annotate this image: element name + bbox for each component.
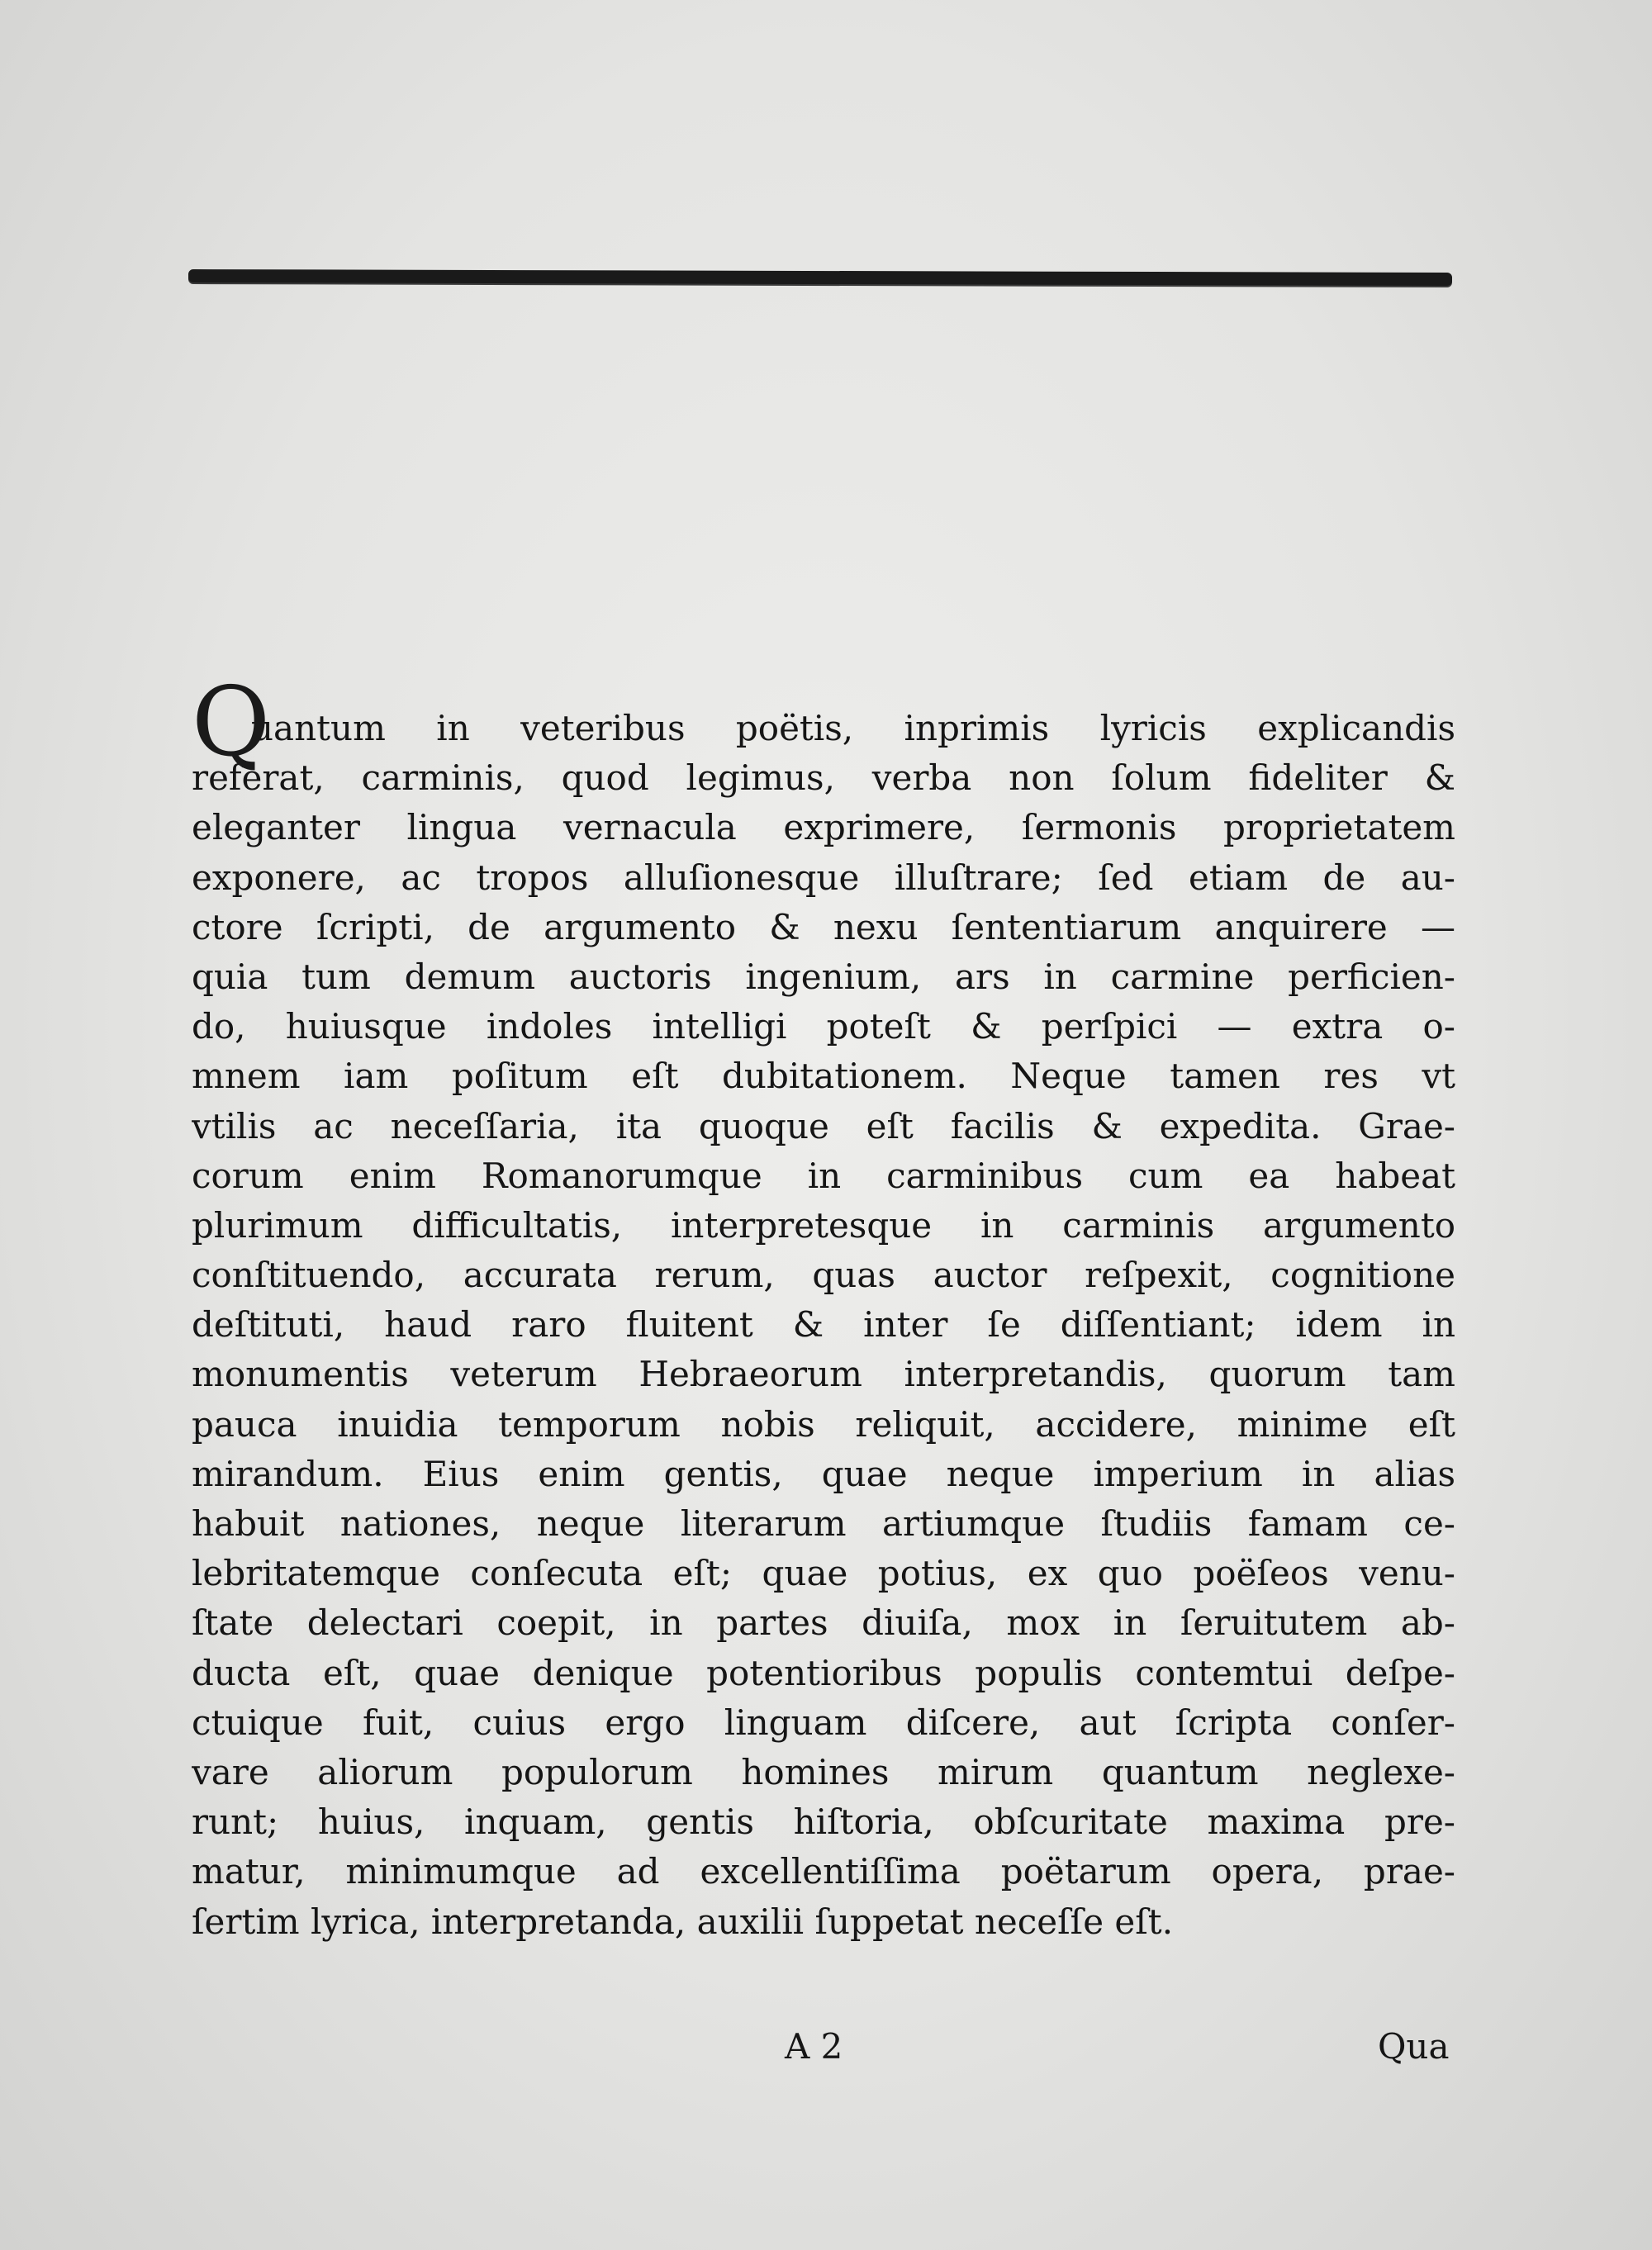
- text-line: lebritatemque conſecuta eſt; quae potius, ex quo poëſeos venu-: [192, 1553, 1455, 1594]
- text-line: runt; huius, inquam, gentis hiſtoria, obſcuritate maxima pre-: [192, 1801, 1455, 1843]
- text-line: eleganter lingua vernacula exprimere, ſermonis proprietatem: [192, 807, 1455, 848]
- text-line: pauca inuidia temporum nobis reliquit, accidere, minime eſt: [192, 1403, 1455, 1445]
- text-line: habuit nationes, neque literarum artiumque ſtudiis famam ce-: [192, 1503, 1455, 1544]
- drop-cap: Q: [192, 667, 271, 779]
- text-line: plurimum difficultatis, interpretesque in carminis argumento: [192, 1204, 1455, 1246]
- text-line: corum enim Romanorumque in carminibus cum ea habeat: [192, 1155, 1455, 1196]
- signature-mark: A 2: [785, 2026, 843, 2067]
- first-line-text: uantum in veteribus poëtis, inprimis lyricis explicandis: [251, 708, 1455, 749]
- text-line: vtilis ac neceſſaria, ita quoque eſt facilis & expedita. Grae-: [192, 1105, 1455, 1146]
- text-line-last: ſertim lyrica, interpretanda, auxilii ſuppetat neceſſe eſt.: [192, 1901, 1174, 1942]
- text-line: ſtate delectari coepit, in partes diuiſa, mox in ſeruitutem ab-: [192, 1602, 1455, 1644]
- text-line: conſtituendo, accurata rerum, quas auctor reſpexit, cognitione: [192, 1255, 1455, 1296]
- text-line: mirandum. Eius enim gentis, quae neque imperium in alias: [192, 1453, 1455, 1494]
- text-line: exponere, ac tropos alluſionesque illuſtrare; ſed etiam de au-: [192, 857, 1455, 898]
- text-line: monumentis veterum Hebraeorum interpretandis, quorum tam: [192, 1354, 1455, 1395]
- text-line: mnem iam poſitum eſt dubitationem. Neque tamen res vt: [192, 1056, 1455, 1097]
- catchword: Qua: [1378, 2026, 1450, 2067]
- text-line: quia tum demum auctoris ingenium, ars in carmine perficien-: [192, 956, 1455, 997]
- text-line: ctuique fuit, cuius ergo linguam diſcere, aut ſcripta conſer-: [192, 1702, 1455, 1743]
- text-line: ctore ſcripti, de argumento & nexu ſententiarum anquirere —: [192, 906, 1455, 947]
- text-line: do, huiusque indoles intelligi poteſt & perſpici — extra o-: [192, 1006, 1455, 1047]
- text-line: matur, minimumque ad excellentiſſima poëtarum opera, prae-: [192, 1851, 1455, 1892]
- text-line: deſtituti, haud raro fluitent & inter ſe diſſentiant; idem in: [192, 1304, 1455, 1346]
- text-line: referat, carminis, quod legimus, verba non ſolum fideliter &: [192, 757, 1455, 799]
- text-line: ducta eſt, quae denique potentioribus populis contemtui deſpe-: [192, 1652, 1455, 1693]
- header-rule: [188, 269, 1452, 286]
- main-text: [192, 667, 1455, 1947]
- text-line: vare aliorum populorum homines mirum quantum neglexe-: [192, 1751, 1455, 1792]
